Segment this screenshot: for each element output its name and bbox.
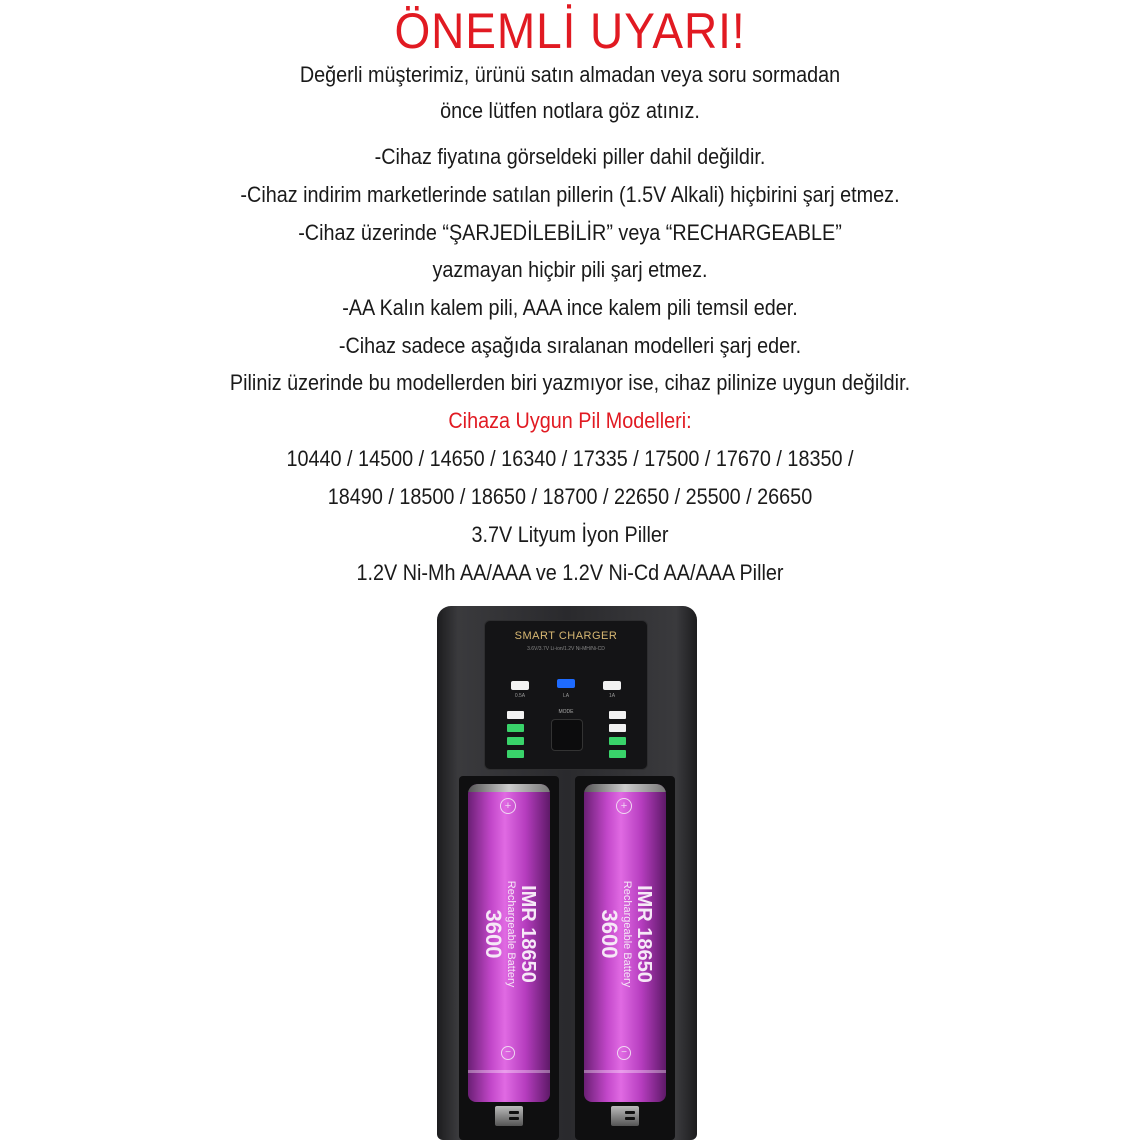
battery-capacity: 3600 bbox=[597, 909, 622, 959]
level-led-left bbox=[507, 724, 524, 732]
slider-grip bbox=[509, 1117, 519, 1120]
level-led-right bbox=[609, 711, 626, 719]
battery-ring bbox=[468, 1070, 550, 1073]
plus-icon: + bbox=[500, 798, 516, 814]
battery-bay-left bbox=[459, 776, 559, 1140]
battery-capacity: 3600 bbox=[481, 909, 506, 959]
li-ion-line: 3.7V Lityum İyon Piller bbox=[471, 522, 669, 547]
models-line-2: 18490 / 18500 / 18650 / 18700 / 22650 / 25500 / 26650 bbox=[327, 484, 813, 509]
battery-ring bbox=[584, 1070, 666, 1073]
level-led-right bbox=[609, 750, 626, 758]
current-led-mid bbox=[557, 679, 575, 688]
models-heading: Cihaza Uygun Pil Modelleri: bbox=[448, 408, 692, 433]
note-line: Piliniz üzerinde bu modellerden biri yazmıyor ise, cihaz pilinize uygun değildir. bbox=[229, 370, 911, 395]
note-line: -Cihaz indirim marketlerinde satılan pillerin (1.5V Alkali) hiçbirini şarj etmez. bbox=[240, 182, 900, 207]
panel-title: SMART CHARGER bbox=[514, 630, 618, 642]
note-line: yazmayan hiçbir pili şarj etmez. bbox=[432, 257, 708, 282]
nimh-line: 1.2V Ni-Mh AA/AAA ve 1.2V Ni-Cd AA/AAA Piller bbox=[356, 560, 784, 585]
note-line: -Cihaz fiyatına görseldeki piller dahil değildir. bbox=[374, 144, 766, 169]
level-led-left bbox=[507, 750, 524, 758]
note-line: -AA Kalın kalem pili, AAA ince kalem pili temsil eder. bbox=[342, 295, 798, 320]
minus-icon: − bbox=[617, 1046, 631, 1060]
level-led-left bbox=[507, 737, 524, 745]
intro-line-2: önce lütfen notlara göz atınız. bbox=[440, 98, 700, 123]
slider-clip bbox=[611, 1106, 639, 1126]
battery-model: IMR 18650 bbox=[633, 885, 655, 983]
indicator-label: LA bbox=[562, 693, 570, 699]
panel-subtitle: 3.6V/3.7V Li-ion/1.2V Ni-MH/Ni-CD bbox=[527, 646, 605, 652]
slider-grip bbox=[625, 1117, 635, 1120]
models-line-1: 10440 / 14500 / 14650 / 16340 / 17335 / 17500 / 17670 / 18350 / bbox=[286, 446, 854, 471]
level-led-right bbox=[609, 737, 626, 745]
plus-icon: + bbox=[616, 798, 632, 814]
note-line: -Cihaz üzerinde “ŞARJEDİLEBİLİR” veya “RECHARGEABLE” bbox=[298, 220, 842, 245]
current-led-left bbox=[511, 681, 529, 690]
battery-charger-photo bbox=[437, 606, 697, 1140]
battery-model: IMR 18650 bbox=[517, 885, 539, 983]
level-led-right bbox=[609, 724, 626, 732]
warning-title: ÖNEMLİ UYARI! bbox=[394, 3, 746, 59]
minus-icon: − bbox=[501, 1046, 515, 1060]
charger-display-panel bbox=[484, 620, 648, 770]
battery-bay-right bbox=[575, 776, 675, 1140]
mode-label: MODE bbox=[558, 709, 574, 715]
slider-clip bbox=[495, 1106, 523, 1126]
current-led-right bbox=[603, 681, 621, 690]
mode-button bbox=[551, 719, 583, 751]
indicator-label: 0.5A bbox=[514, 693, 526, 699]
indicator-label: 1A bbox=[608, 693, 616, 699]
battery-left bbox=[468, 784, 550, 1102]
level-led-left bbox=[507, 711, 524, 719]
slider-grip bbox=[509, 1111, 519, 1114]
battery-right bbox=[584, 784, 666, 1102]
note-line: -Cihaz sadece aşağıda sıralanan modelleri şarj eder. bbox=[338, 333, 802, 358]
slider-grip bbox=[625, 1111, 635, 1114]
battery-type: Rechargeable Battery bbox=[505, 880, 517, 988]
battery-type: Rechargeable Battery bbox=[621, 880, 633, 988]
intro-line-1: Değerli müşterimiz, ürünü satın almadan veya soru sormadan bbox=[299, 62, 841, 87]
